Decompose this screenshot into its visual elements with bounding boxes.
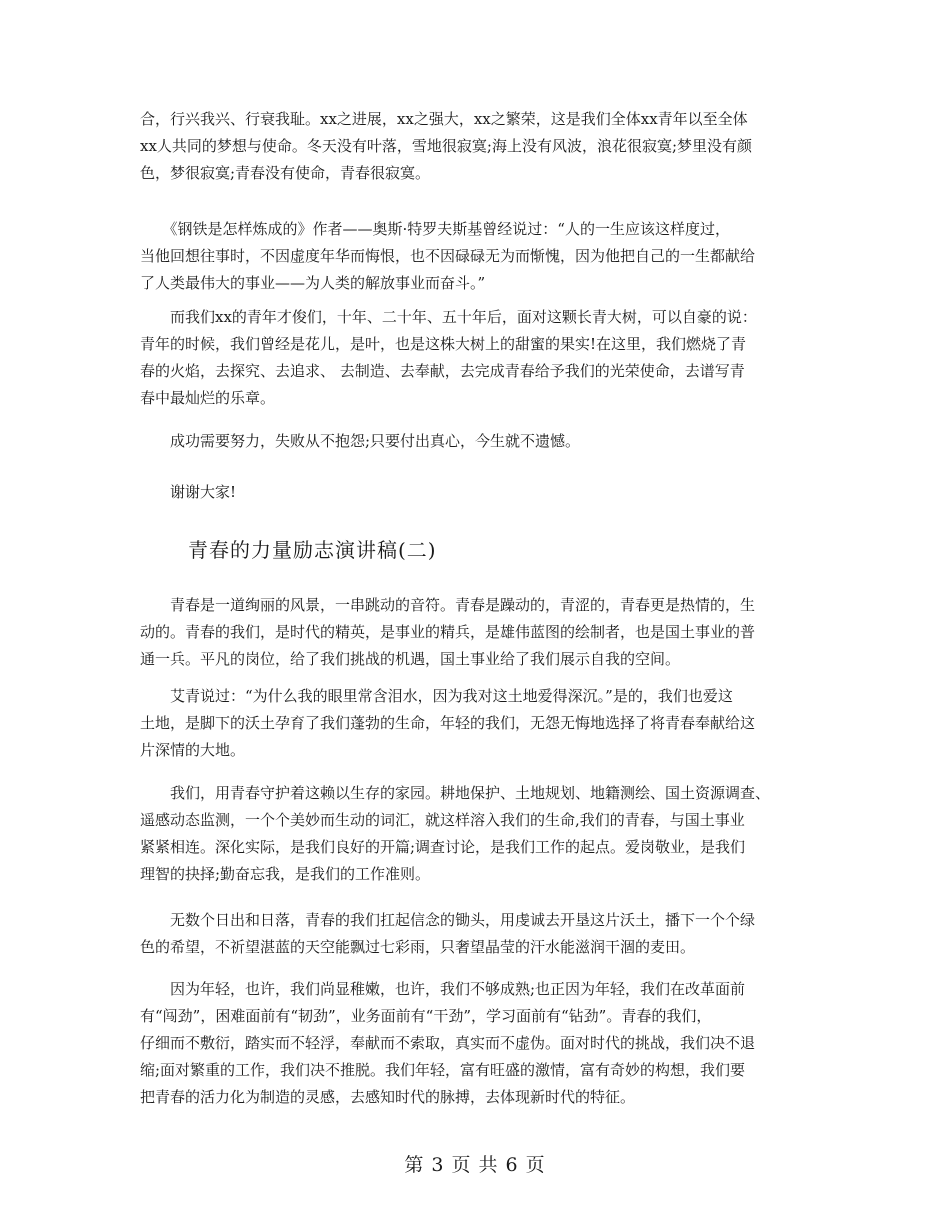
paragraph bbox=[140, 683, 830, 764]
text-line: 通一兵。平凡的岗位，给了我们挑战的机遇，国土事业给了我们展示自我的空间。 bbox=[140, 650, 681, 668]
text-line: 春中最灿烂的乐章。 bbox=[140, 389, 276, 407]
paragraph bbox=[140, 216, 830, 297]
paragraph bbox=[140, 907, 830, 961]
text-line: 土地，是脚下的沃土孕育了我们蓬勃的生命，年轻的我们，无怨无悔地选择了将青春奉献给这 bbox=[140, 714, 756, 732]
text-line: 仔细而不敷衍，踏实而不轻浮，奉献而不索取，真实而不虚伪。面对时代的挑战，我们决不退 bbox=[140, 1034, 756, 1052]
text-line: 把青春的活力化为制造的灵感，去感知时代的脉搏，去体现新时代的特征。 bbox=[140, 1088, 636, 1106]
paragraph bbox=[140, 428, 830, 455]
text-line: 了人类最伟大的事业——为人类的解放事业而奋斗。” bbox=[140, 274, 486, 292]
paragraph bbox=[140, 976, 830, 1111]
text-line: 紧紧相连。深化实际，是我们良好的开篇;调查讨论，是我们工作的起点。爱岗敬业，是我们 bbox=[140, 838, 746, 856]
text-line: 动的。青春的我们，是时代的精英，是事业的精兵，是雄伟蓝图的绘制者，也是国土事业的普 bbox=[140, 623, 756, 641]
text-line: xx人共同的梦想与使命。冬天没有叶落，雪地很寂寞;海上没有风波，浪花很寂寞;梦里没有颜 bbox=[140, 137, 753, 155]
text-line: 有“闯劲”，困难面前有“韧劲”，业务面前有“干劲”，学习面前有“钻劲”。青春的我们， bbox=[140, 1007, 712, 1025]
text-line: 遥感动态监测，一个个美妙而生动的词汇，就这样溶入我们的生命,我们的青春，与国土事业 bbox=[140, 811, 745, 829]
text-line: 而我们xx的青年才俊们，十年、二十年、五十年后，面对这颗长青大树，可以自豪的说： bbox=[140, 308, 757, 326]
text-line: 青春是一道绚丽的风景，一串跳动的音符。青春是躁动的，青涩的，青春更是热情的，生 bbox=[140, 596, 756, 614]
text-line: 理智的抉择;勤奋忘我，是我们的工作准则。 bbox=[140, 865, 431, 883]
text-line: 我们，用青春守护着这赖以生存的家园。耕地保护、土地规划、地籍测绘、国土资源调查、 bbox=[140, 784, 771, 802]
text-line: 青年的时候，我们曾经是花儿，是叶，也是这株大树上的甜蜜的果实!在这里，我们燃烧了青 bbox=[140, 335, 747, 353]
text-line: 缩;面对繁重的工作，我们决不推脱。我们年轻，富有旺盛的激情，富有奇妙的构想，我们要 bbox=[140, 1061, 746, 1079]
paragraph bbox=[140, 479, 830, 506]
text-line: 谢谢大家! bbox=[140, 483, 237, 501]
paragraph bbox=[140, 592, 830, 673]
text-line: 色的希望，不祈望湛蓝的天空能飘过七彩雨，只奢望晶莹的汗水能滋润干涸的麦田。 bbox=[140, 938, 696, 956]
paragraph bbox=[140, 304, 830, 412]
text-line: 《钢铁是怎样炼成的》作者——奥斯·特罗夫斯基曾经说过：“人的一生应该这样度过， bbox=[140, 220, 730, 238]
text-line: 成功需要努力，失败从不抱怨;只要付出真心，今生就不遗憾。 bbox=[140, 432, 581, 450]
text-line: 无数个日出和日落，青春的我们扛起信念的锄头，用虔诚去开垦这片沃土，播下一个个绿 bbox=[140, 911, 756, 929]
section-heading: 青春的力量励志演讲稿(二) bbox=[188, 538, 437, 562]
text-line: 片深情的大地。 bbox=[140, 741, 246, 759]
text-line: 色，梦很寂寞;青春没有使命，青春很寂寞。 bbox=[140, 164, 431, 182]
paragraph bbox=[140, 106, 830, 187]
text-line: 艾青说过：“为什么我的眼里常含泪水，因为我对这土地爱得深沉。”是的，我们也爱这 bbox=[140, 687, 733, 705]
text-line: 因为年轻，也许，我们尚显稚嫩，也许，我们不够成熟;也正因为年轻，我们在改革面前 bbox=[140, 980, 746, 998]
page-number-footer: 第 3 页 共 6 页 bbox=[404, 1154, 546, 1176]
text-line: 合，行兴我兴、行衰我耻。xx之进展，xx之强大，xx之繁荣，这是我们全体xx青年以至全体 bbox=[140, 110, 748, 128]
text-line: 春的火焰，去探究、去追求、 去制造、去奉献，去完成青春给予我们的光荣使命，去谱写青 bbox=[140, 362, 745, 380]
text-line: 当他回想往事时，不因虚度年华而悔恨，也不因碌碌无为而惭愧，因为他把自己的一生都献给 bbox=[140, 247, 756, 265]
paragraph bbox=[140, 780, 830, 888]
